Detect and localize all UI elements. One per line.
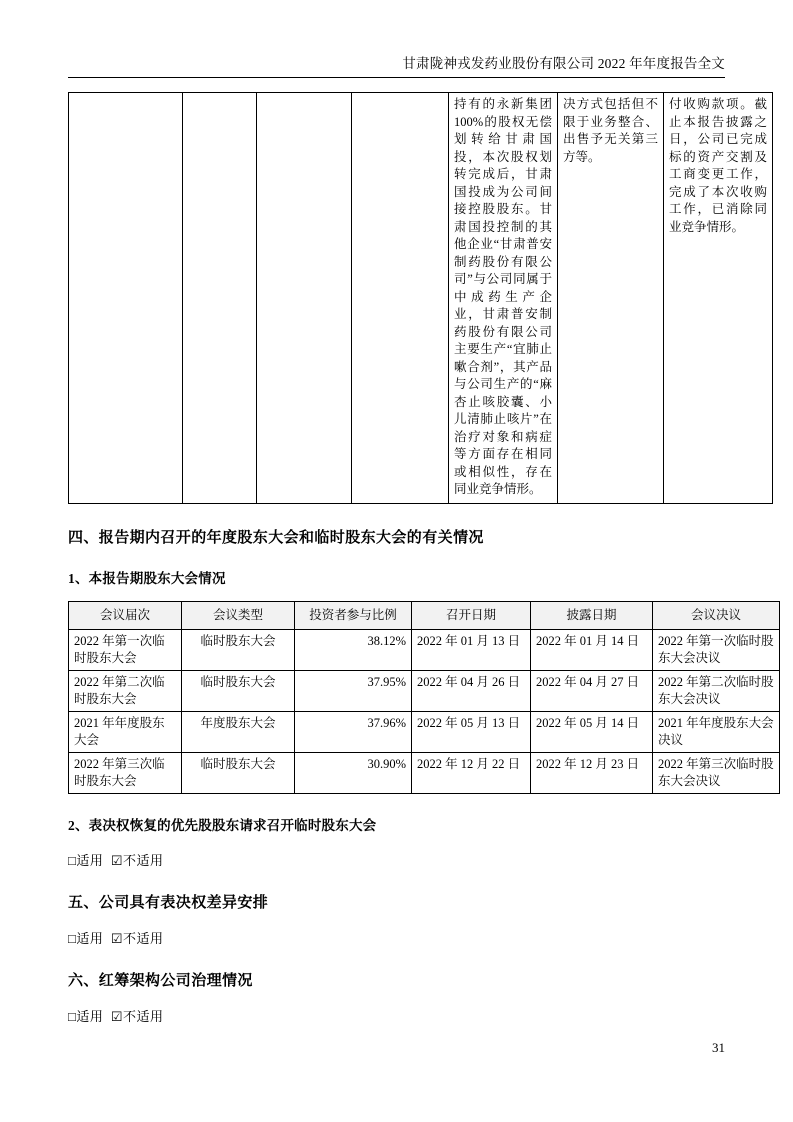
page-number: 31	[712, 1040, 725, 1055]
table-row	[69, 93, 773, 504]
cell-ratio: 37.95%	[295, 670, 412, 711]
cell-resolution: 2021 年年度股东大会决议	[653, 711, 780, 752]
cell-resolution: 2022 年第三次临时股东大会决议	[653, 752, 780, 793]
cell-session: 2021 年年度股东大会	[69, 711, 182, 752]
cell-col4	[352, 93, 449, 504]
cell-disclose-date: 2022 年 12 月 23 日	[531, 752, 653, 793]
option-applicable-label: 适用	[76, 1008, 104, 1024]
cell-type: 年度股东大会	[182, 711, 295, 752]
column-header-resolution: 会议决议	[653, 601, 780, 629]
section-six-options	[68, 1006, 725, 1025]
cell-ratio: 38.12%	[295, 629, 412, 670]
section-four-sub2-title: 2、表决权恢复的优先股股东请求召开临时股东大会	[68, 817, 377, 833]
cell-hold-date: 2022 年 05 月 13 日	[412, 711, 531, 752]
cell-type: 临时股东大会	[182, 629, 295, 670]
column-header-session: 会议届次	[69, 601, 182, 629]
section-four-sub2-options	[68, 850, 725, 869]
page-header: 甘肃陇神戎发药业股份有限公司 2022 年年度报告全文	[402, 56, 725, 71]
column-header-type: 会议类型	[182, 601, 295, 629]
section-five-title: 五、公司具有表决权差异安排	[68, 894, 269, 911]
cell-type: 临时股东大会	[182, 752, 295, 793]
cell-resolution: 2022 年第一次临时股东大会决议	[653, 629, 780, 670]
cell-resolution: 2022 年第二次临时股东大会决议	[653, 670, 780, 711]
cell-col1	[69, 93, 183, 504]
option-not-applicable-label: 不适用	[123, 930, 164, 946]
cell-disclose-date: 2022 年 04 月 27 日	[531, 670, 653, 711]
cell-progress-status: 付收购款项。截止本报告披露之日，公司已完成标的资产交割及工商变更工作，完成了本次收购工作，已消除同业竞争情形。	[664, 93, 773, 504]
option-not-applicable-label: 不适用	[123, 852, 164, 868]
table-row	[69, 629, 780, 670]
cell-ratio: 37.96%	[295, 711, 412, 752]
column-header-hold-date: 召开日期	[412, 601, 531, 629]
continued-table	[68, 92, 773, 504]
option-applicable-label: 适用	[76, 930, 104, 946]
page-content	[68, 92, 774, 1025]
cell-session: 2022 年第一次临时股东大会	[69, 629, 182, 670]
cell-ratio: 30.90%	[295, 752, 412, 793]
table-header-row	[69, 601, 780, 629]
cell-col3	[257, 93, 352, 504]
cell-session: 2022 年第三次临时股东大会	[69, 752, 182, 793]
cell-hold-date: 2022 年 04 月 26 日	[412, 670, 531, 711]
section-six-title: 六、红筹架构公司治理情况	[68, 972, 253, 989]
cell-hold-date: 2022 年 01 月 13 日	[412, 629, 531, 670]
section-four-title: 四、报告期内召开的年度股东大会和临时股东大会的有关情况	[68, 529, 484, 546]
table-row	[69, 752, 780, 793]
cell-session: 2022 年第二次临时股东大会	[69, 670, 182, 711]
column-header-disclose-date: 披露日期	[531, 601, 653, 629]
checkbox-checked-icon[interactable]	[111, 853, 123, 868]
section-four-sub1-title: 1、本报告期股东大会情况	[68, 570, 226, 586]
column-header-ratio: 投资者参与比例	[295, 601, 412, 629]
cell-disclose-date: 2022 年 01 月 14 日	[531, 629, 653, 670]
checkbox-checked-icon[interactable]	[111, 931, 123, 946]
section-five-options	[68, 928, 725, 947]
shareholder-meetings-table	[68, 601, 780, 794]
cell-hold-date: 2022 年 12 月 22 日	[412, 752, 531, 793]
table-row	[69, 711, 780, 752]
cell-col2	[183, 93, 257, 504]
header-divider	[68, 77, 725, 78]
option-applicable-label: 适用	[76, 852, 104, 868]
checkbox-checked-icon[interactable]	[111, 1009, 123, 1024]
cell-type: 临时股东大会	[182, 670, 295, 711]
cell-disclose-date: 2022 年 05 月 14 日	[531, 711, 653, 752]
cell-resolution-method: 决方式包括但不限于业务整合、出售予无关第三方等。	[558, 93, 664, 504]
cell-competition-description: 持有的永新集团 100%的股权无偿划转给甘肃国投，本次股权划转完成后，甘肃国投成为公司间接控股股东。甘肃国投控制的其他企业“甘肃普安制药股份有限公司”与公司同属于中成药生产企业，甘肃普安制药股份有限公司主要生产“宜肺止嗽合剂”，其产品与公司生产的“麻杏止咳胶囊、小儿清肺止咳片”在治疗对象和病症等方面存在相同或相似性，存在同业竞争情形。	[449, 93, 558, 504]
option-not-applicable-label: 不适用	[123, 1008, 164, 1024]
table-row	[69, 670, 780, 711]
